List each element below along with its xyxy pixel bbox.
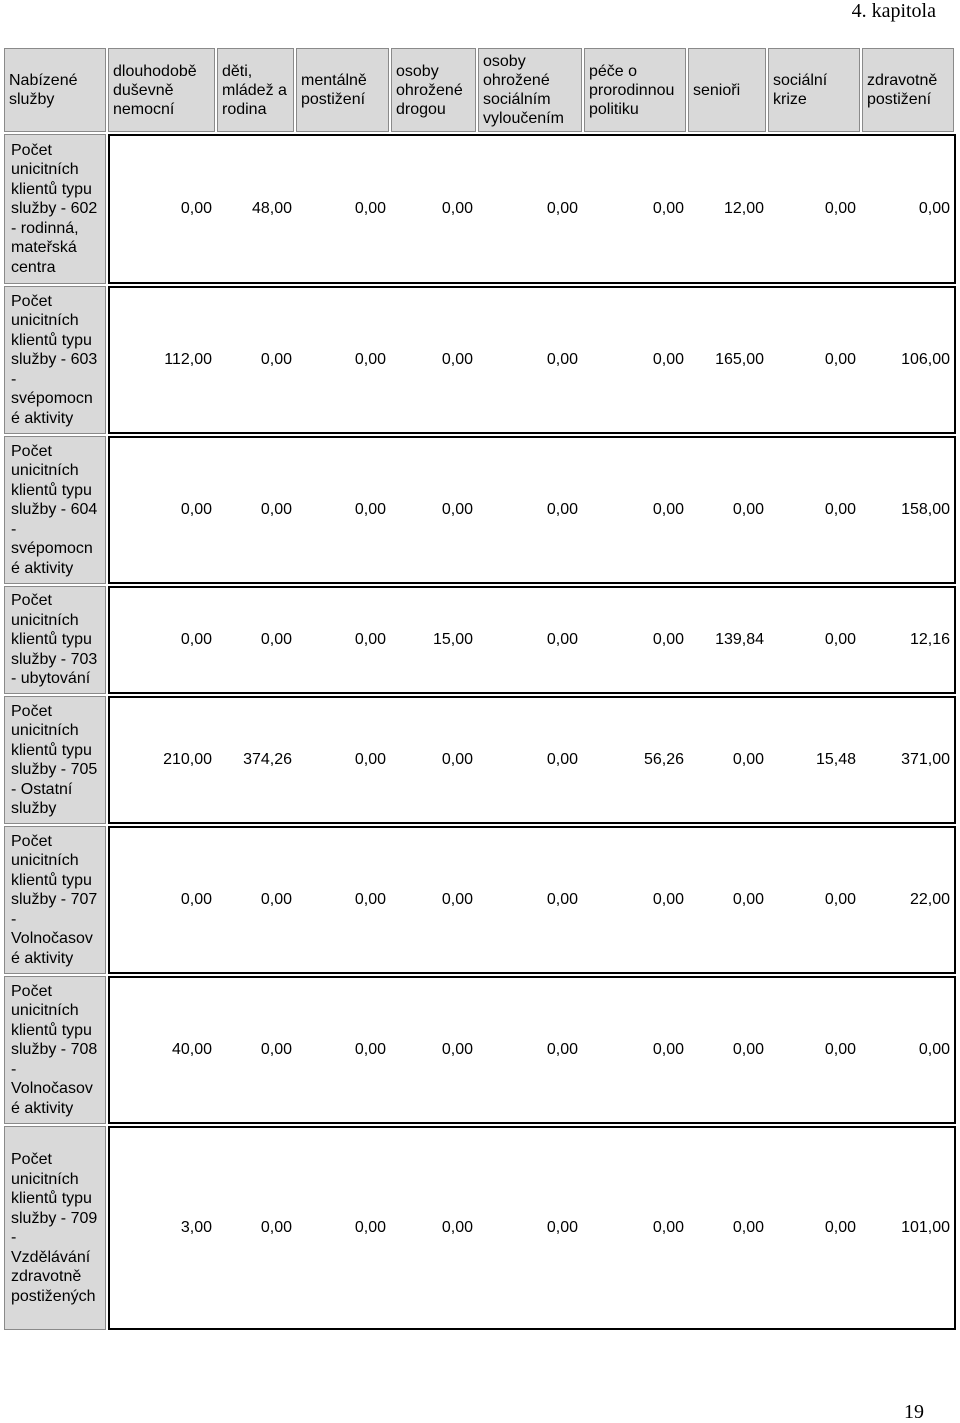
table-cell: 210,00 — [163, 751, 212, 768]
table-cell: 15,48 — [815, 751, 856, 768]
table-cell: 0,00 — [652, 351, 684, 368]
column-header-label: děti, mládež a rodina — [222, 62, 287, 118]
table-cell: 0,00 — [441, 751, 473, 768]
table-cell: 0,00 — [652, 631, 684, 648]
column-header — [584, 48, 686, 132]
table-cell: 0,00 — [824, 200, 856, 217]
table-cell: 0,00 — [652, 1219, 684, 1236]
table-cell: 0,00 — [260, 501, 292, 518]
row-header — [4, 826, 106, 974]
column-header-label: osoby ohrožené sociálním vyloučením — [483, 53, 564, 127]
table-cell: 0,00 — [546, 501, 578, 518]
column-header-label: osoby ohrožené drogou — [396, 62, 463, 118]
table-cell: 0,00 — [546, 1219, 578, 1236]
row-header — [4, 286, 106, 434]
row-header-label: Počet unicitních klientů typu služby - 602 - rodinná, mateřská centra — [11, 141, 98, 276]
table-cell: 158,00 — [901, 501, 950, 518]
table-cell: 0,00 — [354, 200, 386, 217]
table-cell: 371,00 — [901, 751, 950, 768]
column-header — [862, 48, 954, 132]
row-header-label: Počet unicitních klientů typu služby - 707 - Volnočasov é aktivity — [11, 832, 98, 967]
table-cell: 0,00 — [732, 1041, 764, 1058]
table-cell: 0,00 — [260, 891, 292, 908]
table-cell: 0,00 — [260, 631, 292, 648]
table-cell: 0,00 — [732, 751, 764, 768]
table-cell: 0,00 — [824, 1041, 856, 1058]
table-cell: 22,00 — [909, 891, 950, 908]
row-header — [4, 134, 106, 284]
column-header — [688, 48, 766, 132]
table-cell: 0,00 — [180, 631, 212, 648]
table-cell: 0,00 — [732, 1219, 764, 1236]
row-header — [4, 976, 106, 1124]
row-header — [4, 436, 106, 584]
column-header — [296, 48, 389, 132]
row-header-label: Počet unicitních klientů typu služby - 709 - Vzdělávání zdravotně postižených — [11, 1151, 98, 1305]
table-cell: 112,00 — [164, 351, 212, 368]
column-header — [768, 48, 860, 132]
table-cell: 48,00 — [251, 200, 292, 217]
table-cell: 0,00 — [732, 891, 764, 908]
table-cell: 0,00 — [354, 891, 386, 908]
row-header-label: Počet unicitních klientů typu služby - 703 - ubytování — [11, 592, 98, 688]
table-cell: 165,00 — [715, 351, 764, 368]
column-header-label: mentálně postižení — [301, 72, 367, 108]
table-cell: 0,00 — [260, 1041, 292, 1058]
column-header-label: zdravotně postižení — [867, 72, 938, 108]
row-header-label: Počet unicitních klientů typu služby - 708 - Volnočasov é aktivity — [11, 982, 98, 1117]
column-header — [217, 48, 294, 132]
table-cell: 0,00 — [546, 200, 578, 217]
column-header-label: sociální krize — [773, 72, 828, 108]
table-cell: 0,00 — [732, 501, 764, 518]
table-cell: 0,00 — [824, 351, 856, 368]
table-cell: 0,00 — [180, 501, 212, 518]
table-cell: 0,00 — [824, 1219, 856, 1236]
table-cell: 0,00 — [354, 631, 386, 648]
table-cell: 0,00 — [652, 1041, 684, 1058]
table-cell: 101,00 — [901, 1219, 950, 1236]
table-cell: 0,00 — [354, 751, 386, 768]
table-cell: 0,00 — [652, 501, 684, 518]
table-cell: 0,00 — [824, 891, 856, 908]
table-cell: 0,00 — [546, 351, 578, 368]
table-cell: 3,00 — [180, 1219, 212, 1236]
table-cell: 139,84 — [715, 631, 764, 648]
table-cell: 0,00 — [354, 1219, 386, 1236]
table-cell: 0,00 — [441, 891, 473, 908]
table-cell: 0,00 — [546, 751, 578, 768]
corner-label: Nabízené služby — [9, 72, 78, 108]
page-number: 19 — [904, 1401, 924, 1423]
column-header-label: dlouhodobě duševně nemocní — [113, 62, 197, 118]
table-cell: 0,00 — [354, 351, 386, 368]
table-cell: 0,00 — [354, 501, 386, 518]
table-cell: 0,00 — [652, 891, 684, 908]
table-cell: 0,00 — [824, 501, 856, 518]
table-cell: 0,00 — [180, 200, 212, 217]
corner-header — [4, 48, 106, 132]
table-cell: 0,00 — [180, 891, 212, 908]
table-cell: 374,26 — [243, 751, 292, 768]
table-cell: 0,00 — [652, 200, 684, 217]
table-cell: 106,00 — [901, 351, 950, 368]
row-header — [4, 586, 106, 694]
column-header-label: péče o prorodinnou politiku — [589, 62, 675, 118]
table-cell: 0,00 — [546, 1041, 578, 1058]
row-header — [4, 1126, 106, 1330]
table-cell: 0,00 — [260, 1219, 292, 1236]
table-cell: 0,00 — [441, 200, 473, 217]
table-cell: 0,00 — [260, 351, 292, 368]
table-cell: 12,16 — [909, 631, 950, 648]
table-cell: 0,00 — [441, 1041, 473, 1058]
chapter-header: 4. kapitola — [851, 0, 936, 22]
table-cell: 0,00 — [546, 631, 578, 648]
table-cell: 40,00 — [171, 1041, 212, 1058]
table-cell: 0,00 — [441, 351, 473, 368]
table-cell: 0,00 — [441, 501, 473, 518]
column-header-label: senioři — [693, 81, 741, 99]
row-header-label: Počet unicitních klientů typu služby - 604 - svépomocn é aktivity — [11, 442, 98, 577]
table-cell: 56,26 — [643, 751, 684, 768]
row-header-label: Počet unicitních klientů typu služby - 603 - svépomocn é aktivity — [11, 292, 98, 427]
column-header — [478, 48, 582, 132]
table-cell: 0,00 — [918, 1041, 950, 1058]
table-cell: 0,00 — [918, 200, 950, 217]
table-cell: 0,00 — [546, 891, 578, 908]
table-cell: 0,00 — [354, 1041, 386, 1058]
table-cell: 0,00 — [441, 1219, 473, 1236]
row-header-label: Počet unicitních klientů typu služby - 705 - Ostatní služby — [11, 702, 98, 817]
column-header — [108, 48, 215, 132]
table-cell: 0,00 — [824, 631, 856, 648]
column-header — [391, 48, 476, 132]
table-cell: 12,00 — [723, 200, 764, 217]
row-header — [4, 696, 106, 824]
table-cell: 15,00 — [432, 631, 473, 648]
